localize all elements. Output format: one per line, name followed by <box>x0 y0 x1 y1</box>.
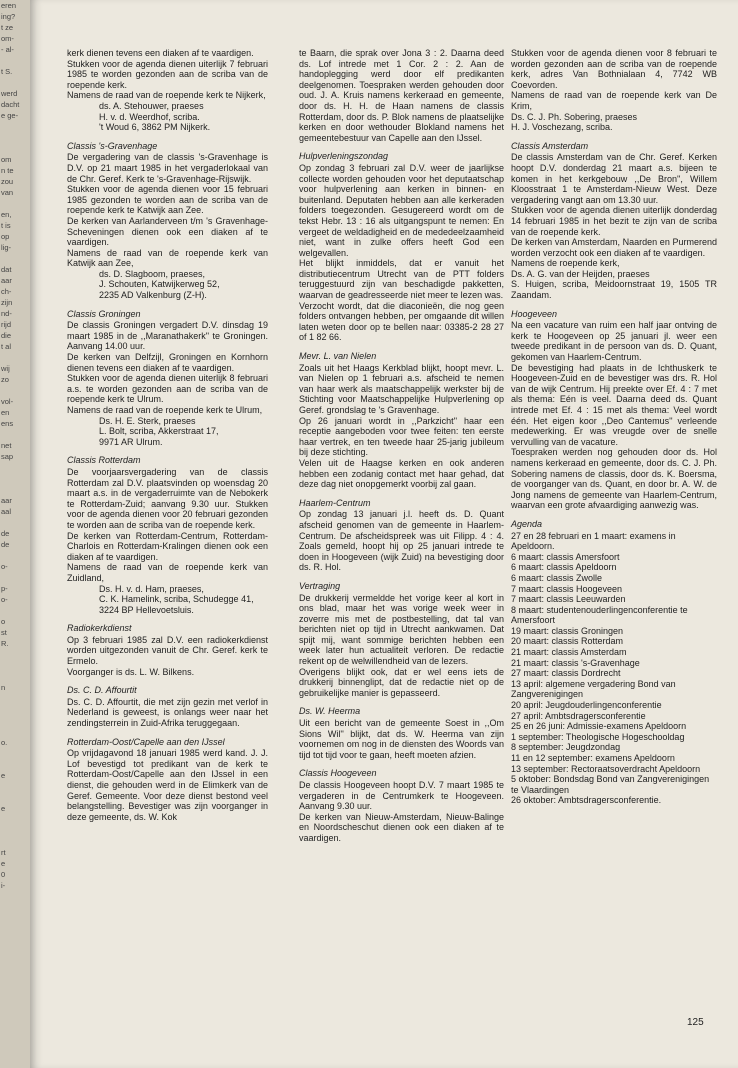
article-section <box>299 706 504 760</box>
agenda-item: 13 april: algemene vergadering Bond van Zangverenigingen <box>511 678 676 700</box>
paragraph: De kerken van Amsterdam, Naarden en Purmerend worden verzocht ook een diaken af te vaardigen. <box>511 237 717 258</box>
article-section <box>299 581 504 699</box>
column-right <box>511 48 717 814</box>
margin-fragment: aar <box>1 276 12 285</box>
margin-fragment <box>0 132 30 143</box>
margin-fragment <box>0 693 30 704</box>
margin-fragment: e <box>1 771 6 780</box>
margin-fragment: 0 <box>1 870 6 879</box>
margin-fragment <box>0 704 30 715</box>
margin-fragment: ch- <box>1 287 12 296</box>
article-section <box>299 768 504 843</box>
agenda-item: 8 september: Jeugdzondag <box>511 742 621 753</box>
margin-fragment <box>0 517 30 528</box>
margin-fragment: om <box>1 155 12 164</box>
section-heading: Haarlem-Centrum <box>299 497 371 508</box>
paragraph: Op vrijdagavond 18 januari 1985 werd kand. J. J. Lof bevestigd tot predikant van de kerk te Rotterdam-Oost/Capelle aan den IJssel in een dienst, die gehouden werd in de Elimkerk van de Geref. Gemeente. Voor deze dienst bestond veel belangstelling. Bevestiger was zijn voorganger in deze gemeente, ds. W. Kok <box>67 748 268 822</box>
margin-fragment: sap <box>1 452 14 461</box>
margin-fragment: eren <box>1 1 17 10</box>
margin-fragment: i- <box>1 881 6 890</box>
paragraph: Velen uit de Haagse kerken en ook anderen hebben een zodanig contact met haar gehad, dat deze dag niet onopgemerkt voorbij zal gaan. <box>299 457 504 490</box>
margin-fragment: e <box>1 859 6 868</box>
signature-line: ds. A. Stehouwer, praeses <box>99 100 204 111</box>
paragraph: Op 3 februari 1985 zal D.V. een radiokerkdienst worden uitgezonden vanuit de Chr. Geref. kerk te Ermelo. <box>67 634 268 667</box>
signature-line: Ds. H. v. d. Ham, praeses, <box>99 583 204 594</box>
paragraph: Namens de raad van de roepende kerk van Zuidland, <box>67 562 268 583</box>
paragraph: Uit een bericht van de gemeente Soest in ,,Om Sions Wil'' blijkt, dat ds. W. Heerma van zijn voornemen om nog in de diensten des Woords van tijd tot tijd voor te gaan, heeft moeten afzien. <box>299 718 504 760</box>
paragraph: De voorjaarsvergadering van de classis Rotterdam zal D.V. plaatsvinden op woensdag 20 maart a.s. in de vergaderruimte van de Nebokerk te Rotterdam-Zuid; aanvang 9.30 uur. Stukken voor de agenda dienen voor 20 februari gezonden te worden aan de scriba van de roepende kerk. <box>67 466 268 530</box>
article-section <box>67 623 268 677</box>
margin-fragment <box>0 484 30 495</box>
margin-fragment: n <box>1 683 6 692</box>
margin-fragment: t S. <box>1 67 13 76</box>
margin-fragment: t ze <box>1 23 14 32</box>
margin-fragment <box>0 462 30 473</box>
signature-line: J. Schouten, Katwijkerweg 52, <box>99 279 220 290</box>
margin-fragment <box>0 825 30 836</box>
agenda-item: 21 maart: classis 's-Gravenhage <box>511 657 640 668</box>
margin-fragment <box>0 660 30 671</box>
paragraph: H. J. Voschezang, scriba. <box>511 122 613 133</box>
agenda-item: 26 oktober: Ambtsdragersconferentie. <box>511 795 662 806</box>
article-section <box>511 141 717 301</box>
paragraph: Op zondag 13 januari j.l. heeft ds. D. Quant afscheid genomen van de gemeente in Haarlem-Centrum. De afscheidspreek was uit Filipp. 4 : 4. Zoals gemeld, hoopt hij op 25 januari intrede te doen in Hoogeveen (wijk Zuid) na bevestiging door ds. R. Hol. <box>299 509 504 573</box>
section-heading: Classis Groningen <box>67 308 141 319</box>
paragraph: Stukken voor de agenda dienen uiterlijk donderdag 14 februari 1985 in het bezit te zijn van de scriba van de roepende kerk. <box>511 205 717 237</box>
magazine-page <box>30 0 738 1068</box>
article-section <box>67 141 268 301</box>
signature-line: 3224 BP Hellevoetsluis. <box>99 604 194 615</box>
margin-fragment: lig- <box>1 243 12 252</box>
adjacent-page-edge <box>0 0 31 1068</box>
column-middle <box>299 48 504 852</box>
margin-fragment <box>0 726 30 737</box>
paragraph: De drukkerij vermeldde het vorige keer al kort in ons blad, maar het was vorige week weer in zoverre mis met de postbestelling, dat tal van berichten niet op tijd in Utrecht aankwamen. Dat spijt mij, want sommige berichten hebben een week later hun actualiteit verloren. De redactie rekent op de welwillendheid van de lezers. <box>299 592 504 667</box>
margin-fragment <box>0 671 30 682</box>
signature-line: H. v. d. Weerdhof, scriba. <box>99 111 200 122</box>
paragraph: Namens de raad van de roepende kerk te Nijkerk, <box>67 90 266 101</box>
paragraph: De kerken van Nieuw-Amsterdam, Nieuw-Balinge en Noordscheschut dienen ook een diaken af te vaardigen. <box>299 811 504 843</box>
margin-fragment <box>0 781 30 792</box>
margin-fragment: zijn <box>1 298 13 307</box>
section-heading: Hoogeveen <box>511 308 558 319</box>
paragraph: Stukken voor de agenda dienen uiterlijk 7 februari 1985 te worden gezonden aan de scriba van de roepende kerk. <box>67 58 268 90</box>
signature-line: 9971 AR Ulrum. <box>99 436 163 447</box>
article-section <box>67 737 268 823</box>
margin-fragment: de <box>1 529 10 538</box>
agenda-item: 19 maart: classis Groningen <box>511 625 624 636</box>
paragraph: Het blijkt inmiddels, dat er vanuit het distributiecentrum Utrecht van de PTT folders teruggestuurd zijn van beschadigde pakketten, waarvan de geadresseerde niet meer te lezen was. <box>299 258 504 301</box>
paragraph: De bevestiging had plaats in de Ichthuskerk te Hoogeveen-Zuid en de bevestiger was drs. R. Hol van de wijk Centrum. Hij preekte over Ef. 4 : 7 met als thema: Eén is veel. Daarna deed ds. Quant intrede met Ef. 4 : 15 met als thema: Veel wordt één. Het eigen koor ,,Deo Cantemus'' verleende medewerking. Er was vreugde over de snelle vervulling van de vacature. <box>511 362 717 447</box>
margin-fragment <box>0 792 30 803</box>
paragraph: De kerken van Aarlanderveen t/m 's Gravenhage-Scheveningen dienen ook een diaken af te vaardigen. <box>67 215 268 248</box>
margin-fragment: o <box>1 617 6 626</box>
margin-fragment: st <box>1 628 7 637</box>
paragraph: De classis Hoogeveen hoopt D.V. 7 maart 1985 te vergaderen in de Centrumkerk te Hoogeveen. Aanvang 9.30 uur. <box>299 780 504 812</box>
paragraph: De vergadering van de classis 's-Gravenhage is D.V. op 21 maart 1985 in het vergaderlokaal van de Chr. Geref. Kerk te 's-Gravenhage-Rijswijk. <box>67 152 268 184</box>
margin-fragment: en, <box>1 210 12 219</box>
margin-fragment: om- <box>1 34 14 43</box>
margin-fragment <box>0 253 30 264</box>
section-heading: Ds. W. Heerma <box>299 706 361 717</box>
paragraph: Stukken voor de agenda dienen voor 8 februari te worden gezonden aan de scriba van de roepende kerk, adres Van Bothnialaan 4, 7742 WB Coevorden. <box>511 48 717 90</box>
paragraph: Stukken voor de agenda dienen voor 15 februari 1985 gezonden te worden aan de scriba van de roepende kerk te Katwijk aan Zee. <box>67 184 268 216</box>
margin-fragment: ens <box>1 419 14 428</box>
margin-fragment: dat <box>1 265 12 274</box>
margin-fragment: nd- <box>1 309 12 318</box>
section-heading: Mevr. L. van Nielen <box>299 351 377 362</box>
paragraph: kerk dienen tevens een diaken af te vaardigen. <box>67 48 254 58</box>
agenda-item: 20 maart: classis Rotterdam <box>511 636 624 647</box>
section-heading: Classis Rotterdam <box>67 455 141 466</box>
signature-line: 2235 AD Valkenburg (Z-H). <box>99 290 207 301</box>
agenda-item: 7 maart: classis Leeuwarden <box>511 594 626 605</box>
margin-fragment <box>0 143 30 154</box>
margin-fragment: vol- <box>1 397 14 406</box>
paragraph: Verzocht wordt, dat die diaconieën, die nog geen folders ontvangen hebben, per omgaande dit willen laten weten door op te bellen naar: 03385-2 28 27 of 1 82 66. <box>299 300 504 343</box>
agenda-item: 25 en 26 juni: Admissie-examens Apeldoorn <box>511 721 687 732</box>
margin-fragment: R. <box>1 639 9 648</box>
paragraph: Namens de roepende kerk, <box>511 258 620 269</box>
margin-fragment <box>0 473 30 484</box>
margin-fragment <box>0 77 30 88</box>
margin-fragment <box>0 429 30 440</box>
signature-line: Ds. H. E. Sterk, praeses <box>99 415 196 426</box>
article-section <box>67 455 268 615</box>
column-left <box>67 48 268 830</box>
section-heading: Rotterdam-Oost/Capelle aan den IJssel <box>67 736 225 747</box>
signature-line: 't Woud 6, 3862 PM Nijkerk. <box>99 122 211 133</box>
margin-fragment <box>0 385 30 396</box>
margin-fragment <box>0 550 30 561</box>
agenda-item: 13 september: Rectoraatsoverdracht Apeldoorn <box>511 763 701 774</box>
margin-fragment: en <box>1 408 10 417</box>
margin-fragment <box>0 352 30 363</box>
margin-fragment: werd <box>1 89 18 98</box>
margin-fragment <box>0 605 30 616</box>
margin-fragment: aal <box>1 507 12 516</box>
article-section <box>67 685 268 728</box>
article-section <box>67 48 268 133</box>
agenda-item: 8 maart: studentenouderlingenconferentie te Amersfoort <box>511 604 688 626</box>
agenda-item: 5 oktober: Bondsdag Bond van Zangverenigingen te Vlaardingen <box>511 774 710 795</box>
agenda-item: 6 maart: classis Amersfoort <box>511 551 620 562</box>
paragraph: Ds. C. D. Affourtit, die met zijn gezin met verlof in Nederland is geweest, is onlangs weer naar het zendingsterrein in Zuid-Afrika teruggegaan. <box>67 696 268 729</box>
margin-fragment <box>0 55 30 66</box>
margin-fragment: o- <box>1 595 8 604</box>
agenda-item: 27 april: Ambtsdragersconferentie <box>511 710 646 721</box>
paragraph: Namens de raad van de roepende kerk van De Krim, <box>511 90 717 111</box>
agenda-item: 6 maart: classis Zwolle <box>511 572 603 583</box>
margin-fragment: van <box>1 188 14 197</box>
section-heading: Classis 's-Gravenhage <box>67 140 158 151</box>
paragraph: Ds. C. J. Ph. Sobering, praeses <box>511 111 638 122</box>
agenda-item: 27 en 28 februari en 1 maart: examens in Apeldoorn. <box>511 530 676 552</box>
article-section <box>299 498 504 573</box>
margin-fragment <box>0 759 30 770</box>
article-section <box>67 309 268 448</box>
paragraph: Op zondag 3 februari zal D.V. weer de jaarlijkse collecte worden gehouden voor het deputaatschap voor hulpverlening aan kerken in binnen- en buitenland. Deputaten hebben aan alle kerkeraden folders toegezonden. Gesugereerd wordt om de tekst Hebr. 13 : 16 als uitgangspunt te nemen: En vergeet de weldadigheid en de mededeelzaamheid niet, want in zulke offers heeft God een welgevallen. <box>299 162 504 258</box>
section-heading: Ds. C. D. Affourtit <box>67 685 137 696</box>
paragraph: Ds. A. G. van der Heijden, praeses <box>511 268 650 279</box>
paragraph: Op 26 januari wordt in ,,Parkzicht'' haar een receptie aangeboden voor twee feiten: ten eerste haar vertrek, en ten tweede haar 25-jarig jubileum bij deze stichting. <box>299 415 504 458</box>
paragraph: Overigens blijkt ook, dat er wel eens iets de drukkerij binnenglipt, dat de redactie niet op de gebruikelijke manier is gepasseerd. <box>299 666 504 698</box>
margin-fragment: rijd <box>1 320 12 329</box>
margin-fragment: wij <box>1 364 10 373</box>
paragraph: De classis Amsterdam van de Chr. Geref. Kerken hoopt D.V. donderdag 21 maart a.s. bijeen te komen in het kerkgebouw ,,De Bron'', Willem Kloosstraat 1 te Amsterdam-Nieuw West. Deze vergadering vangt aan om 13.30 uur. <box>511 152 717 205</box>
paragraph: De kerken van Rotterdam-Centrum, Rotterdam-Charlois en Rotterdam-Kralingen dienen ook een diaken af te vaardigen. <box>67 530 268 562</box>
margin-fragment: - al- <box>1 45 14 54</box>
margin-fragment: p- <box>1 584 8 593</box>
article-section <box>511 309 717 511</box>
article-section <box>299 151 504 343</box>
paragraph: S. Huigen, scriba, Meidoornstraat 19, 1505 TR Zaandam. <box>511 279 717 301</box>
margin-fragment: e ge- <box>1 111 19 120</box>
agenda-item: 6 maart: classis Apeldoorn <box>511 562 617 573</box>
margin-fragment: t al <box>1 342 12 351</box>
margin-fragment: die <box>1 331 12 340</box>
margin-fragment <box>0 715 30 726</box>
margin-fragment: o. <box>1 738 8 747</box>
paragraph: Namens de raad van de roepende kerk te Ulrum, <box>67 405 263 415</box>
article-section <box>511 48 717 133</box>
paragraph: De kerken van Delfzijl, Groningen en Kornhorn dienen tevens een diaken af te vaardigen. <box>67 352 268 373</box>
margin-fragment <box>0 198 30 209</box>
margin-fragment: rt <box>1 848 6 857</box>
margin-fragment: zou <box>1 177 14 186</box>
signature-line: L. Bolt, scriba, Akkerstraat 17, <box>99 426 219 437</box>
margin-fragment <box>0 836 30 847</box>
margin-fragment: de <box>1 540 10 549</box>
agenda-item: 7 maart: classis Hoogeveen <box>511 583 623 594</box>
paragraph: Zoals uit het Haags Kerkblad blijkt, hoopt mevr. L. van Nielen op 1 februari a.s. afscheid te nemen van haar werk als maatschappelijk werkster bij de Stichting voor Maatschappelijke Hulpverlening op Geref. grondslag te 's Gravenhage. <box>299 362 504 415</box>
agenda-item: 27 maart: classis Dordrecht <box>511 668 621 679</box>
adjacent-page-text <box>0 0 30 891</box>
margin-fragment <box>0 572 30 583</box>
page-number: 125 <box>687 1017 704 1028</box>
section-heading: Classis Amsterdam <box>511 140 589 151</box>
margin-fragment: op <box>1 232 10 241</box>
paragraph: te Baarn, die sprak over Jona 3 : 2. Daarna deed ds. Lof intrede met 1 Cor. 2 : 2. Aan de handoplegging werd door elf predikanten deelgenomen. Toespraken werden gehouden door oud. J. A. Kruis namens kerkeraad en gemeente, door ds. H. H. de Haan namens de classis Rotterdam, door ds. P. Blok namens de plaatselijke kerken en door wethouder Blokland namens het gemeentebestuur van Capelle aan den IJssel. <box>299 48 504 143</box>
margin-fragment <box>0 121 30 132</box>
agenda-item: 1 september: Theologische Hogeschooldag <box>511 731 685 742</box>
paragraph: De classis Groningen vergadert D.V. dinsdag 19 maart 1985 in de ,,Maranathakerk'' te Groningen. Aanvang 14.00 uur. <box>67 320 268 352</box>
paragraph: Toespraken werden nog gehouden door ds. Hol namens kerkeraad en gemeente, door ds. C. J. Ph. Sobering namens de classis, door ds. K. Boersma, de voorganger van ds. Quant, en door br. A. W. de Jong namens de gemeente van Haarlem-Centrum, waarvan een grote afvaardiging aanwezig was. <box>511 447 717 511</box>
section-heading: Agenda <box>511 518 543 529</box>
margin-fragment <box>0 649 30 660</box>
section-heading: Hulpverleningszondag <box>299 151 389 162</box>
agenda-item: 11 en 12 september: examens Apeldoorn <box>511 753 675 763</box>
margin-fragment: t is <box>1 221 11 230</box>
agenda-item: 21 maart: classis Amsterdam <box>511 647 627 658</box>
section-heading: Classis Hoogeveen <box>299 768 377 779</box>
article-section <box>299 351 504 490</box>
margin-fragment: ing? <box>1 12 16 21</box>
signature-line: C. K. Hamelink, scriba, Schudegge 41, <box>99 594 254 605</box>
section-heading: Radiokerkdienst <box>67 623 132 634</box>
margin-fragment: aar <box>1 496 12 505</box>
margin-fragment <box>0 814 30 825</box>
margin-fragment: o- <box>1 562 8 571</box>
section-heading: Vertraging <box>299 580 341 591</box>
margin-fragment <box>0 748 30 759</box>
signature-line: ds. D. Slagboom, praeses, <box>99 268 206 279</box>
paragraph: Stukken voor de agenda dienen uiterlijk 8 februari a.s. te worden gezonden aan de scriba van de roepende kerk te Ulrum. <box>67 373 268 405</box>
margin-fragment: net <box>1 441 12 450</box>
paragraph: Voorganger is ds. L. W. Bilkens. <box>67 666 195 677</box>
agenda-item: 20 april: Jeugdouderlingenconferentie <box>511 700 662 711</box>
article-section <box>511 519 717 806</box>
margin-fragment: n te <box>1 166 14 175</box>
article-section <box>299 48 504 143</box>
margin-fragment: dacht <box>1 100 20 109</box>
paragraph: Na een vacature van ruim een half jaar ontving de kerk te Hoogeveen op 25 januari jl. weer een tweede predikant in de persoon van ds. D. Quant, gekomen van Haarlem-Centrum. <box>511 320 717 363</box>
margin-fragment: e <box>1 804 6 813</box>
paragraph: Namens de raad van de roepende kerk van Katwijk aan Zee, <box>67 247 268 269</box>
margin-fragment: zo <box>1 375 9 384</box>
